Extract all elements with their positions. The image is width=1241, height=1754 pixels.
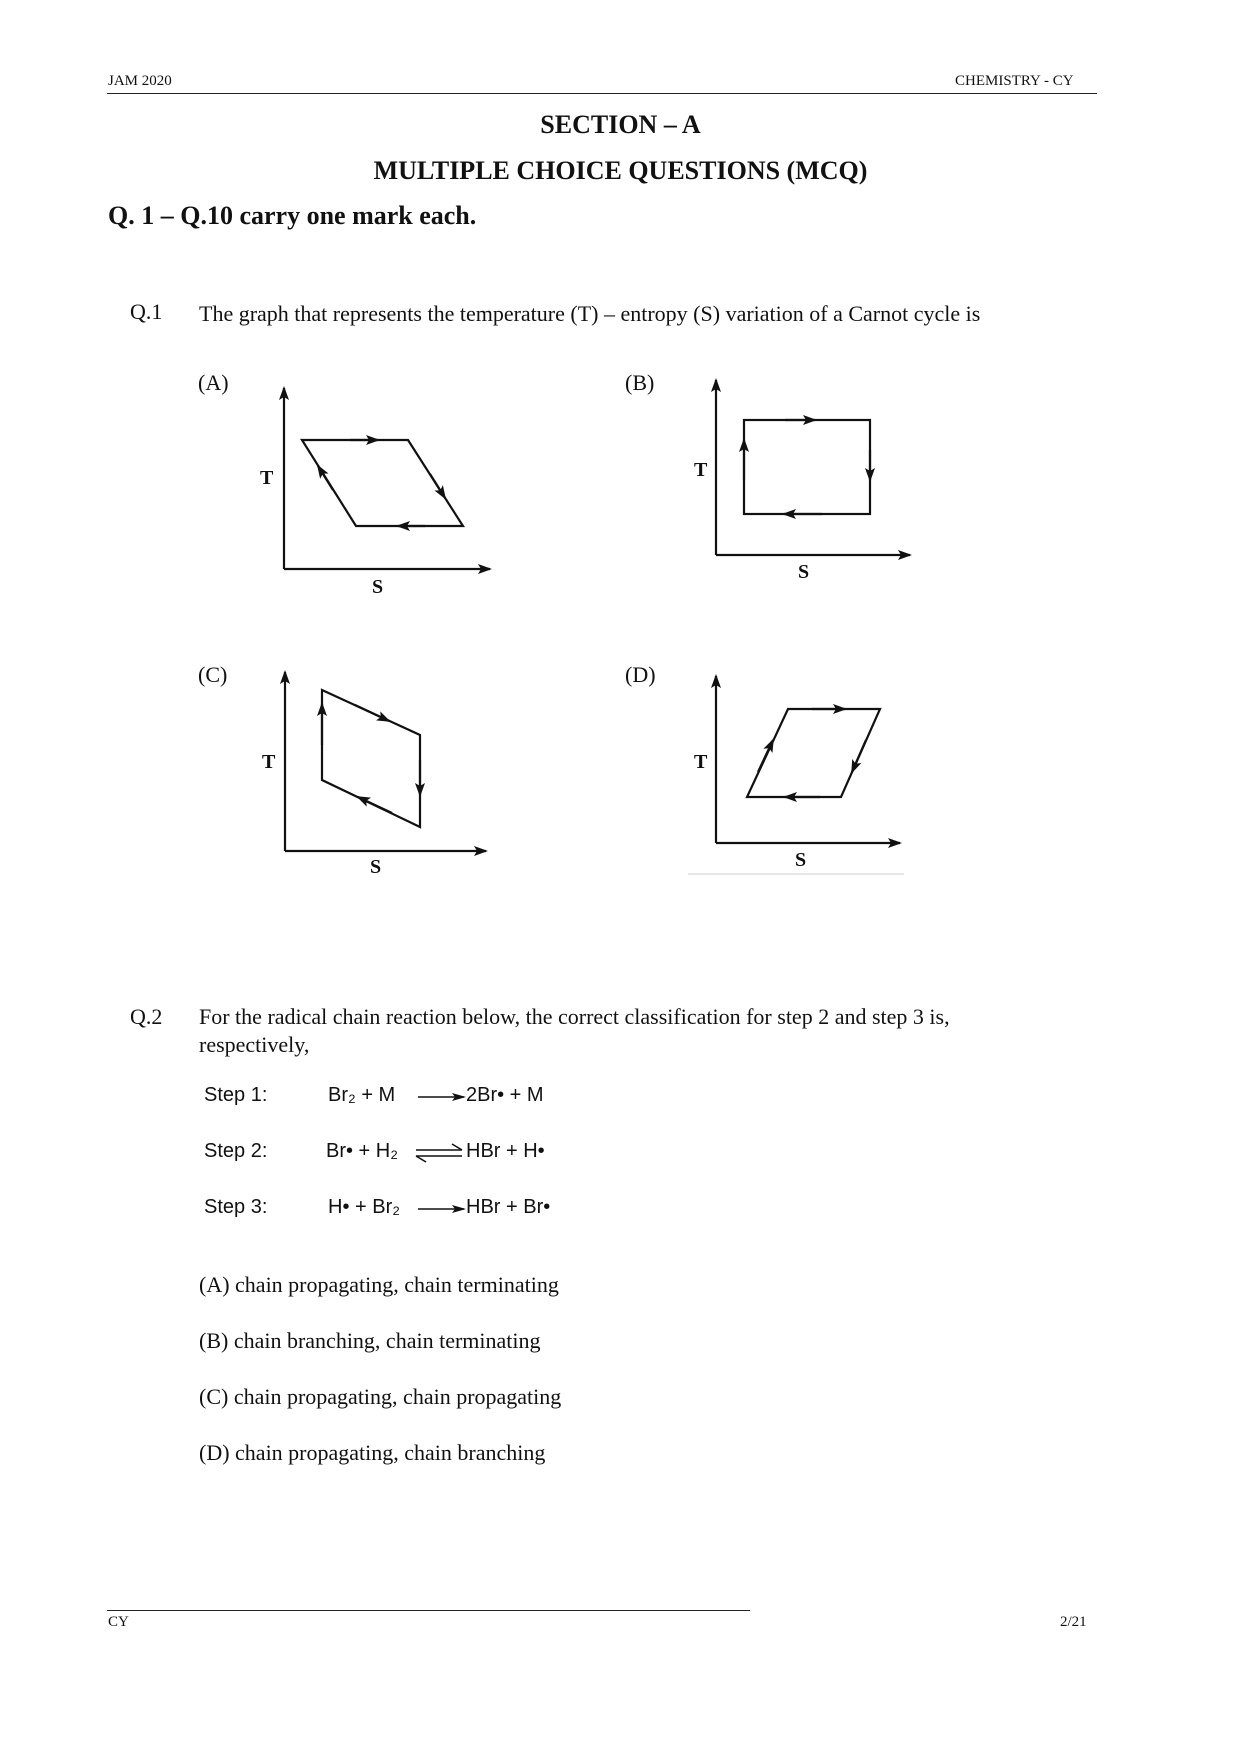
footer-rule [107, 1610, 750, 1611]
section-title: SECTION – A [540, 110, 701, 139]
graph-c-s-label: S [370, 856, 382, 878]
q2-choice-d: (D) chain propagating, chain branching [199, 1440, 546, 1465]
graph-a-s-label: S [372, 576, 384, 598]
q1-number: Q.1 [130, 299, 163, 324]
q2-choice-b: (B) chain branching, chain terminating [199, 1328, 541, 1353]
page-number: 2/21 [1060, 1614, 1087, 1630]
step1-label: Step 1: [204, 1084, 268, 1106]
step2-label: Step 2: [204, 1140, 268, 1162]
step2-equilibrium-arrow [416, 1144, 462, 1162]
graph-d-s-label: S [795, 849, 807, 871]
graph-a-t-label: T [260, 467, 274, 489]
graph-b-t-label: T [694, 459, 708, 481]
step3-label: Step 3: [204, 1196, 268, 1218]
graph-c-t-label: T [262, 751, 276, 773]
q1-option-b-label: (B) [625, 370, 655, 395]
graph-b-s-label: S [798, 561, 810, 583]
q2-choice-a: (A) chain propagating, chain terminating [199, 1272, 559, 1297]
footer-left: CY [108, 1614, 129, 1630]
q2-text-line2: respectively, [199, 1032, 310, 1057]
step1-products: 2Br• + M [466, 1084, 544, 1106]
q2-text-line1: For the radical chain reaction below, the correct classification for step 2 and step 3 is, [199, 1004, 950, 1029]
step3-reactants: H• + Br₂ [328, 1196, 401, 1218]
q2-number: Q.2 [130, 1004, 163, 1029]
step3-products: HBr + Br• [466, 1196, 551, 1218]
step1-reactants: Br₂ + M [328, 1084, 396, 1106]
q1-option-c-label: (C) [198, 662, 228, 687]
section-instruction: Q. 1 – Q.10 carry one mark each. [108, 201, 477, 230]
q1-option-d-label: (D) [625, 662, 656, 687]
q1-option-a-label: (A) [198, 370, 229, 395]
header-left: JAM 2020 [108, 73, 172, 89]
q2-choice-c: (C) chain propagating, chain propagating [199, 1384, 562, 1409]
graph-d-t-label: T [694, 751, 708, 773]
q1-text: The graph that represents the temperature (T) – entropy (S) variation of a Carnot cycle is [199, 301, 981, 326]
step2-reactants: Br• + H₂ [326, 1140, 399, 1162]
section-subtitle: MULTIPLE CHOICE QUESTIONS (MCQ) [373, 156, 868, 185]
header-right: CHEMISTRY - CY [955, 73, 1074, 89]
step2-products: HBr + H• [466, 1140, 545, 1162]
